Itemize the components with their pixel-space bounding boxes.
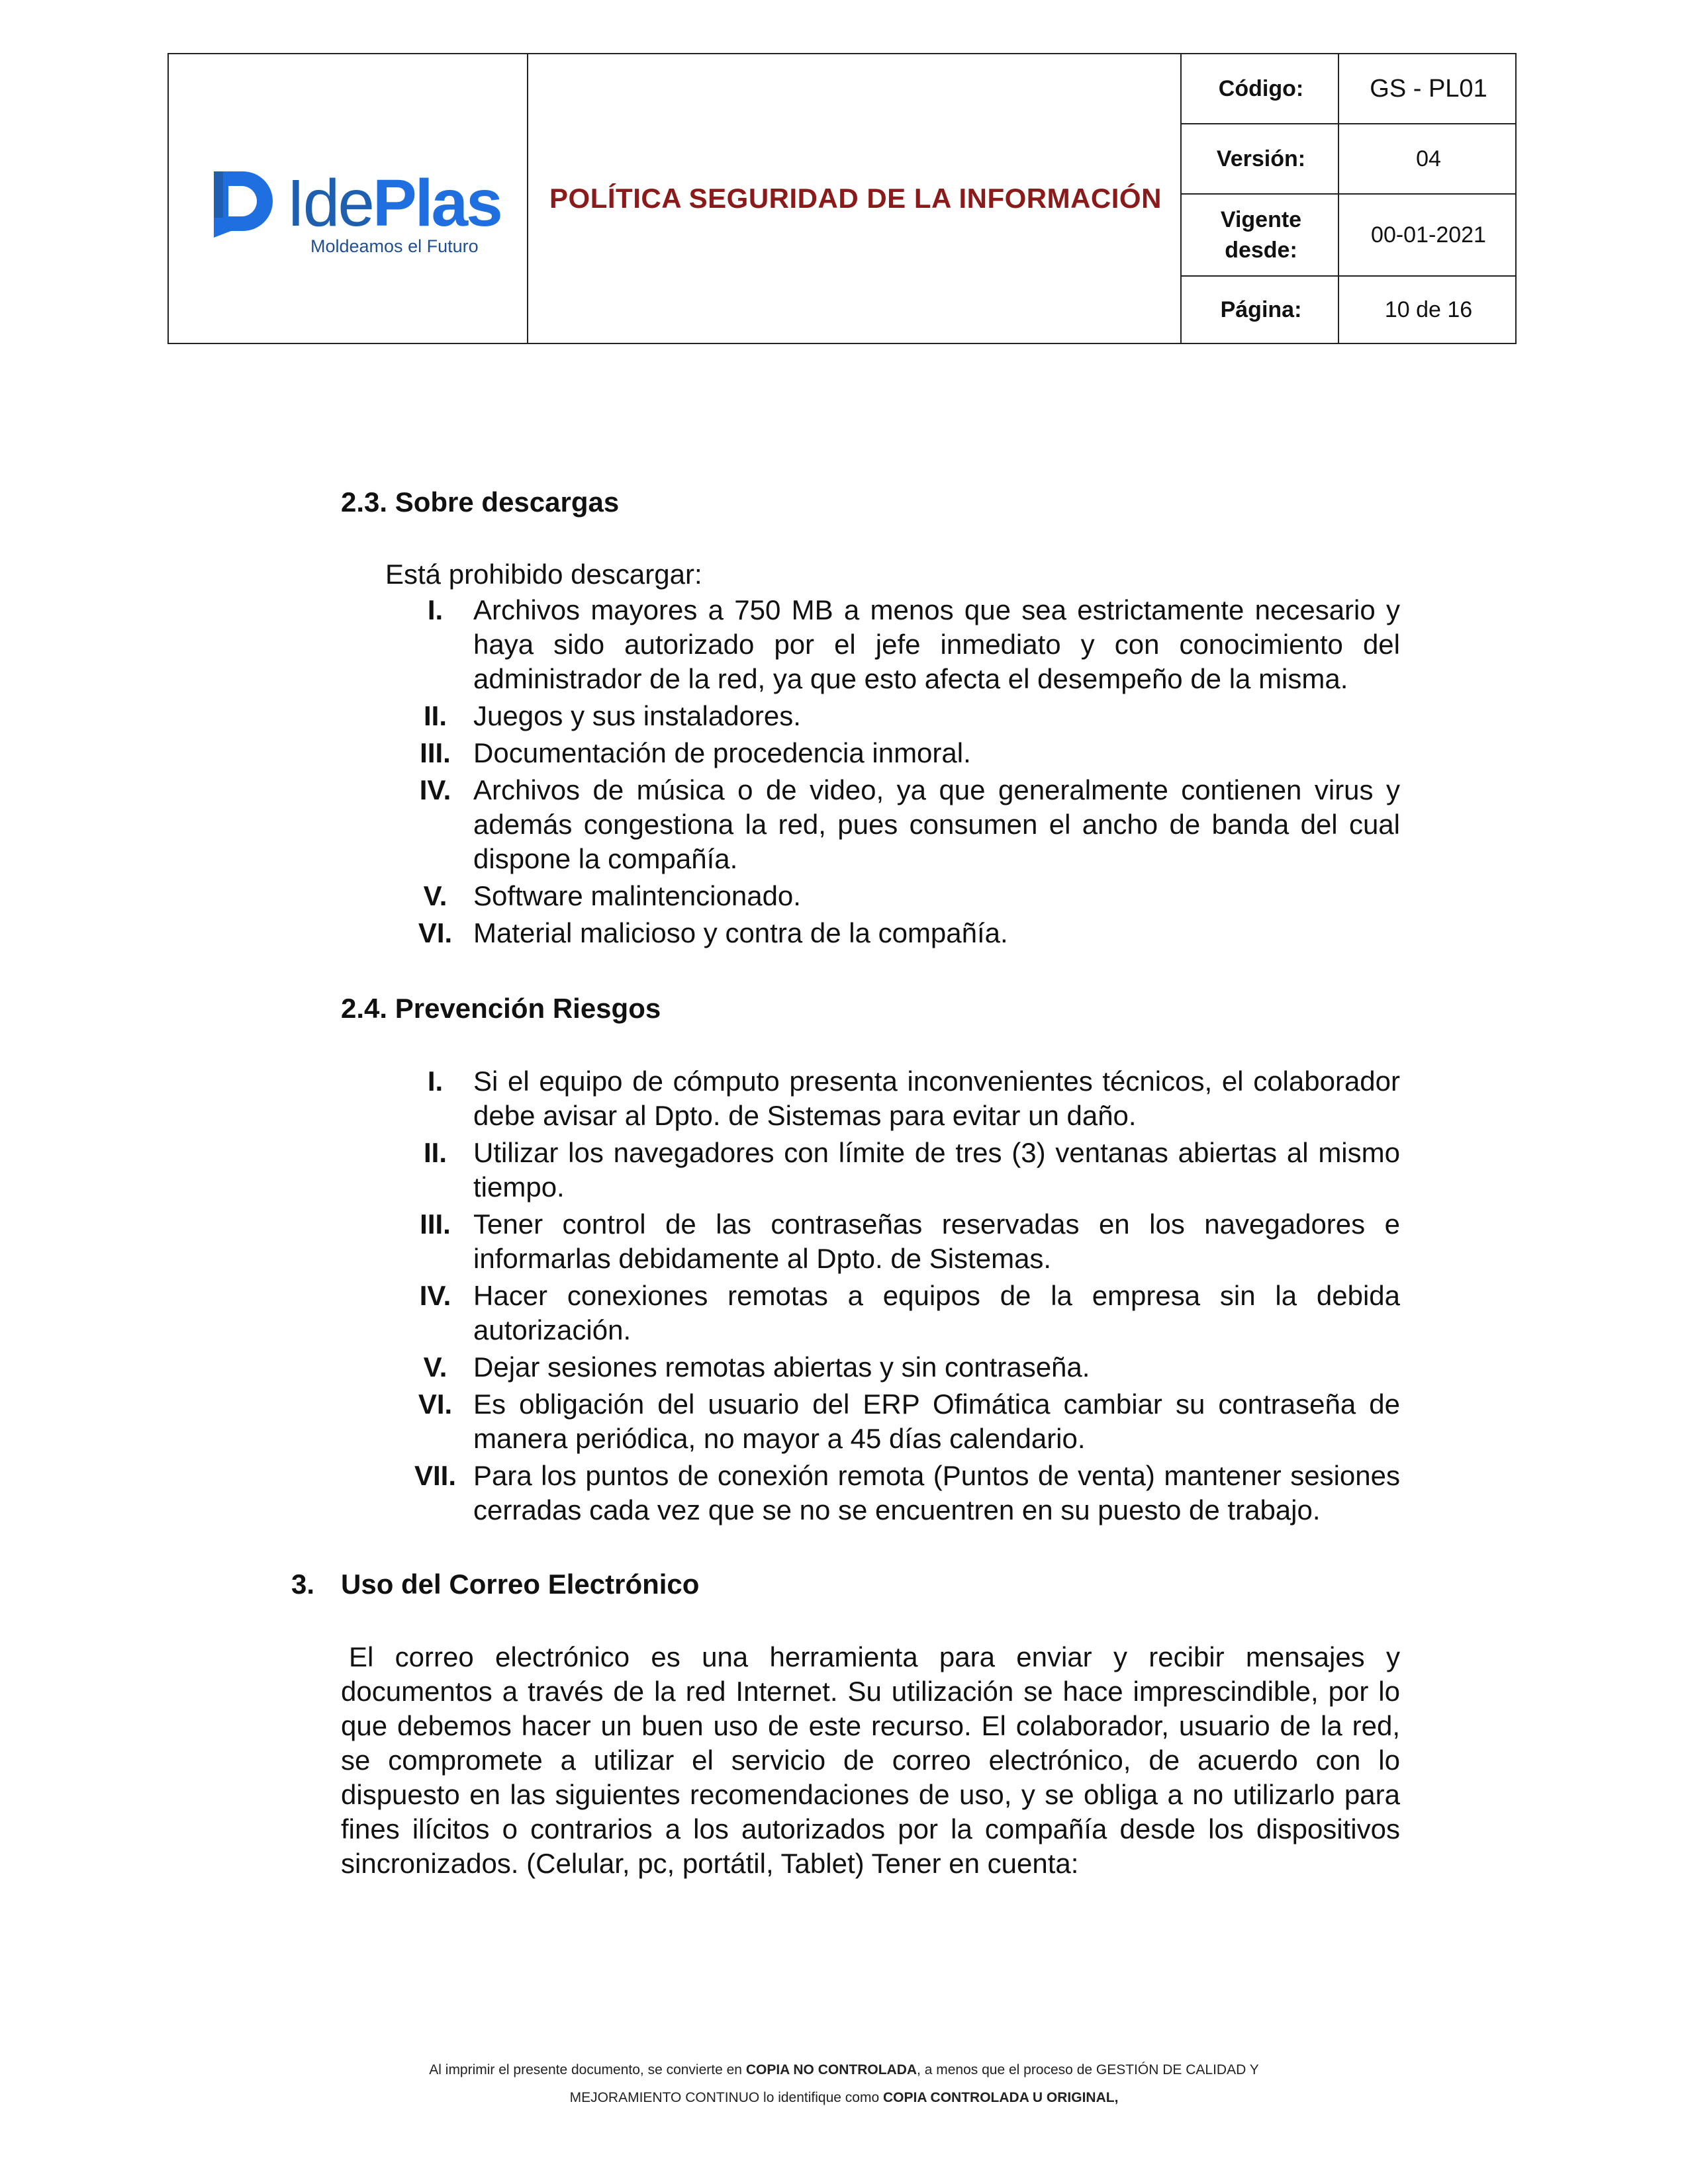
footer-emphasis: COPIA CONTROLADA U ORIGINAL, bbox=[882, 2090, 1119, 2105]
list-item bbox=[357, 1350, 1400, 1385]
section-2-3-heading: 2.3. Sobre descargas bbox=[341, 486, 620, 518]
list-item bbox=[357, 593, 1400, 696]
section-2-4-list bbox=[357, 1064, 1400, 1527]
pagina-value: 10 de 16 bbox=[1384, 296, 1473, 322]
footer-text: Al imprimir el presente documento, se convierte en bbox=[429, 2062, 746, 2077]
pagina-label: Página: bbox=[1220, 296, 1302, 322]
list-item-text: Juegos y sus instaladores. bbox=[473, 700, 801, 731]
footer-line-2 bbox=[199, 2090, 1489, 2106]
list-item bbox=[357, 773, 1400, 876]
list-item-number: I. bbox=[427, 594, 444, 625]
vigente-value: 00-01-2021 bbox=[1371, 222, 1486, 248]
logo-tagline: Moldeamos el Futuro bbox=[310, 236, 479, 256]
list-item-text: Archivos de música o de video, ya que generalmente contienen virus y además congestiona la red, pues consumen el ancho de banda del cual dispone la compañía. bbox=[473, 774, 1400, 874]
list-item-number: III. bbox=[420, 1208, 451, 1240]
logo-wordmark: IdePlas bbox=[287, 166, 501, 240]
section-2-3-intro: Está prohibido descargar: bbox=[385, 559, 702, 590]
list-item-number: I. bbox=[427, 1066, 444, 1097]
list-item bbox=[357, 879, 1400, 913]
section-3-body: El correo electrónico es una herramienta para enviar y recibir mensajes y documentos a través de la red Internet. Su utilización se hace imprescindible, por lo que debemos hacer un buen uso de este recurso. El colaborador, usuario de la red, se compromete a utilizar el servicio de correo electrónico, de acuerdo con lo dispuesto en las siguientes recomendaciones de uso, y se obliga a no utilizarlo para fines ilícitos o contrarios a los autorizados por la compañía desde los dispositivos sincronizados. (Celular, pc, portátil, Tablet) Tener en cuenta: bbox=[341, 1641, 1400, 1879]
list-item-number: III. bbox=[420, 737, 451, 768]
list-item-text: Material malicioso y contra de la compañía. bbox=[473, 917, 1008, 948]
codigo-label: Código: bbox=[1218, 75, 1304, 101]
vigente-label-line2: desde: bbox=[1225, 238, 1297, 263]
document-title: POLÍTICA SEGURIDAD DE LA INFORMACIÓN bbox=[549, 183, 1162, 214]
list-item-number: V. bbox=[423, 1351, 447, 1383]
list-item-number: IV. bbox=[419, 774, 451, 805]
list-item-number: II. bbox=[423, 700, 447, 731]
list-item-text: Documentación de procedencia inmoral. bbox=[473, 737, 971, 768]
version-label: Versión: bbox=[1216, 146, 1306, 171]
list-item-number: VII. bbox=[414, 1460, 457, 1491]
list-item-text: Si el equipo de cómputo presenta inconvenientes técnicos, el colaborador debe avisar al Dpto. de Sistemas para evitar un daño. bbox=[473, 1066, 1400, 1131]
footer-line-1 bbox=[199, 2062, 1489, 2078]
list-item-text: Para los puntos de conexión remota (Puntos de venta) mantener sesiones cerradas cada vez que se no se encuentren en su puesto de trabajo. bbox=[473, 1460, 1400, 1525]
footer-text: MEJORAMIENTO CONTINUO lo identifique como bbox=[569, 2090, 883, 2105]
section-3-number: 3. bbox=[291, 1569, 315, 1600]
list-item-text: Dejar sesiones remotas abiertas y sin contraseña. bbox=[473, 1351, 1090, 1383]
section-3-heading: Uso del Correo Electrónico bbox=[341, 1569, 700, 1600]
footer-emphasis: COPIA NO CONTROLADA bbox=[745, 2062, 917, 2077]
section-2-4-heading: 2.4. Prevención Riesgos bbox=[341, 993, 661, 1024]
list-item bbox=[357, 1459, 1400, 1527]
footer-text: , a menos que el proceso de GESTIÓN DE CALIDAD Y bbox=[917, 2062, 1259, 2077]
version-value: 04 bbox=[1416, 146, 1441, 171]
section-2-3-list bbox=[357, 593, 1400, 950]
list-item bbox=[357, 1136, 1400, 1205]
codigo-value: GS - PL01 bbox=[1370, 74, 1487, 103]
list-item bbox=[357, 1064, 1400, 1133]
list-item-text: Software malintencionado. bbox=[473, 880, 801, 911]
list-item-text: Hacer conexiones remotas a equipos de la empresa sin la debida autorización. bbox=[473, 1280, 1400, 1345]
list-item bbox=[357, 1279, 1400, 1347]
list-item bbox=[357, 1207, 1400, 1276]
vigente-label-line1: Vigente bbox=[1220, 207, 1302, 232]
list-item-number: VI. bbox=[418, 917, 453, 948]
list-item bbox=[357, 1387, 1400, 1456]
list-item bbox=[357, 916, 1400, 950]
list-item-text: Utilizar los navegadores con límite de tres (3) ventanas abiertas al mismo tiempo. bbox=[473, 1137, 1400, 1203]
list-item-number: V. bbox=[423, 880, 447, 911]
list-item-number: IV. bbox=[419, 1280, 451, 1311]
list-item-text: Tener control de las contraseñas reservadas en los navegadores e informarlas debidamente al Dpto. de Sistemas. bbox=[473, 1208, 1400, 1274]
list-item-number: II. bbox=[423, 1137, 447, 1168]
list-item-text: Es obligación del usuario del ERP Ofimática cambiar su contraseña de manera periódica, no mayor a 45 días calendario. bbox=[473, 1388, 1400, 1454]
list-item bbox=[357, 699, 1400, 733]
list-item-text: Archivos mayores a 750 MB a menos que sea estrictamente necesario y haya sido autorizado por el jefe inmediato y con conocimiento del administrador de la red, ya que esto afecta el desempeño de la misma. bbox=[473, 594, 1400, 694]
list-item-number: VI. bbox=[418, 1388, 453, 1420]
list-item bbox=[357, 736, 1400, 770]
